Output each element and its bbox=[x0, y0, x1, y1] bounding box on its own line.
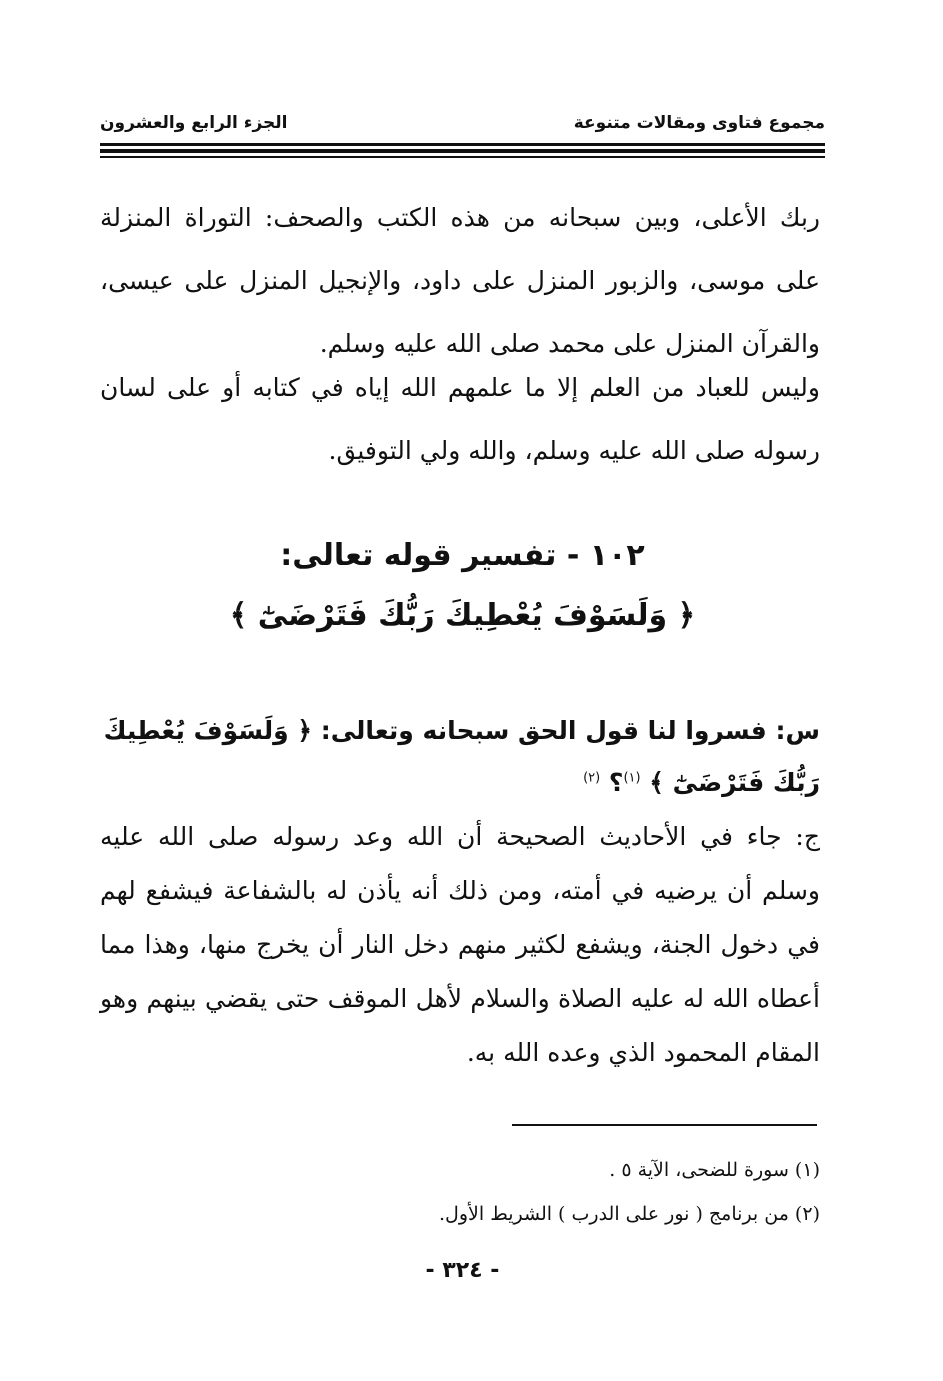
page-number: - ٣٢٤ - bbox=[425, 1258, 500, 1283]
footnote-separator bbox=[512, 1124, 817, 1126]
answer-paragraph: ج: جاء في الأحاديث الصحيحة أن الله وعد رسوله صلى الله عليه وسلم أن يرضيه في أمته، ومن ذلك أنه يأذن له بالشفاعة فيشفع لهم في دخول الجنة، ويشفع لكثير منهم دخل النار أن يخرج منها، وهذا مما أعطاه الله له عليه الصلاة والسلام لأهل الموقف حتى يقضي بينهم وهو المقام المحمود الذي وعده الله به. bbox=[100, 822, 820, 1067]
footnote-ref-1: (١) bbox=[623, 770, 641, 786]
section-verse: ﴿ وَلَسَوْفَ يُعْطِيكَ رَبُّكَ فَتَرْضَىٰٓ ﴾ bbox=[229, 598, 696, 633]
footnote-2: (٢) من برنامج ( نور على الدرب ) الشريط الأول. bbox=[439, 1203, 820, 1225]
question-paragraph bbox=[100, 705, 820, 809]
header-rule-bottom bbox=[100, 156, 825, 158]
footnotes bbox=[300, 1148, 820, 1236]
section-title: ١٠٢ - تفسير قوله تعالى: bbox=[280, 538, 645, 573]
body-paragraph-2: وليس للعباد من العلم إلا ما علمهم الله إياه في كتابه أو على لسان رسوله صلى الله عليه وسلم، والله ولي التوفيق. bbox=[100, 373, 820, 465]
body-paragraph-1: ربك الأعلى، وبين سبحانه من هذه الكتب والصحف: التوراة المنزلة على موسى، والزبور المنزل على داود، والإنجيل المنزل على عيسى، والقرآن المنزل على محمد صلى الله عليه وسلم. bbox=[100, 203, 820, 358]
question-mark: ؟ bbox=[608, 768, 624, 797]
header-book-title: مجموع فتاوى ومقالات متنوعة bbox=[573, 113, 825, 133]
question-text: س: فسروا لنا قول الحق سبحانه وتعالى: ﴿ وَلَسَوْفَ يُعْطِيكَ رَبُّكَ فَتَرْضَىٰٓ ﴾ bbox=[103, 716, 820, 797]
running-header bbox=[100, 112, 825, 134]
header-rule-middle bbox=[100, 149, 825, 153]
header-part: الجزء الرابع والعشرون bbox=[100, 113, 288, 133]
header-rule-top bbox=[100, 143, 825, 146]
footnote-ref-2: (٢) bbox=[583, 770, 601, 786]
footnote-1: (١) سورة للضحى، الآية ٥ . bbox=[609, 1159, 820, 1181]
